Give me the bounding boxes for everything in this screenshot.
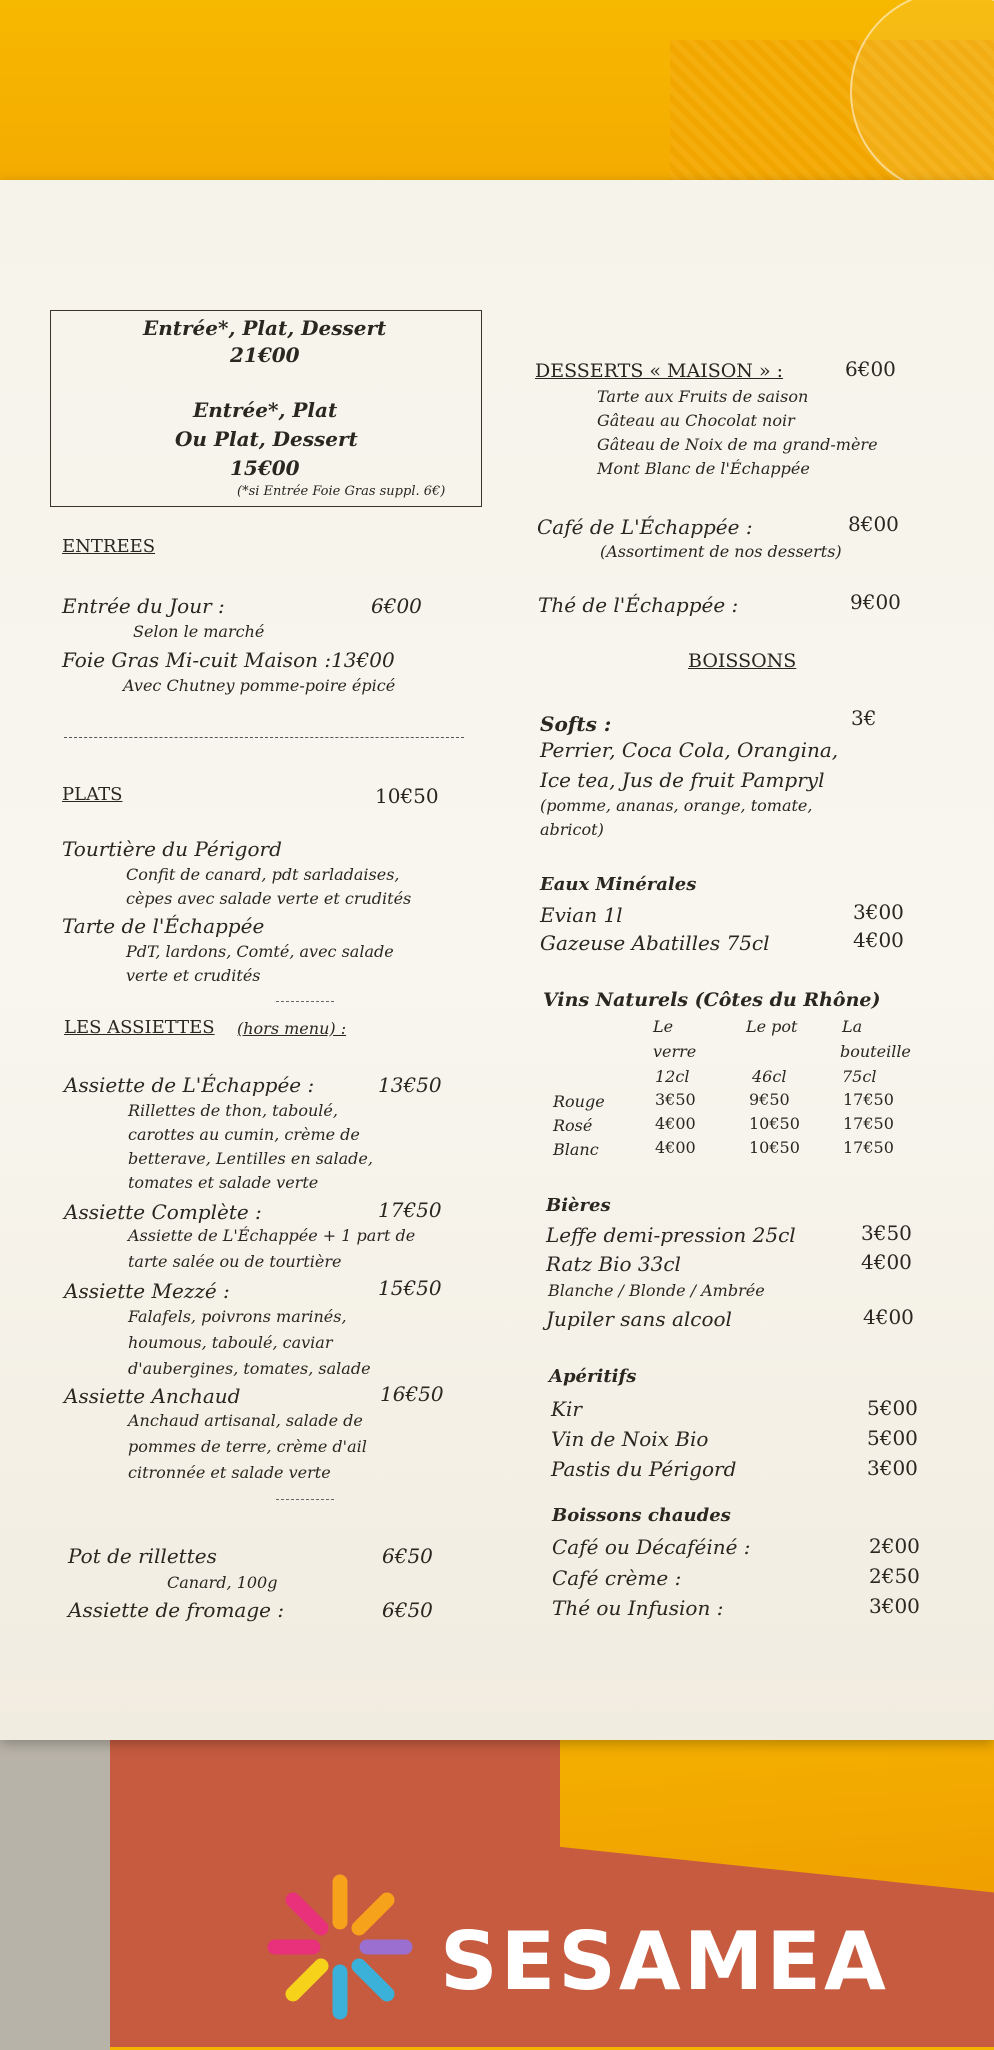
vins-col-header: 75cl	[842, 1067, 877, 1086]
assiette-mezze-desc: Falafels, poivrons marinés,	[128, 1307, 347, 1326]
tourtiere-desc1: Confit de canard, pdt sarladaises,	[126, 865, 400, 884]
the-echappee-price: 9€00	[850, 590, 901, 614]
assiette-mezze-desc: houmous, taboulé, caviar	[128, 1333, 333, 1352]
vins-row-name: Rosé	[553, 1116, 593, 1135]
softs-list: Ice tea, Jus de fruit Pampryl	[540, 768, 825, 792]
assiette-fromage-name: Assiette de fromage :	[68, 1598, 285, 1622]
gazeuse-price: 4€00	[853, 928, 904, 952]
vins-col-header: 12cl	[655, 1067, 690, 1086]
vins-cell: 4€00	[655, 1138, 696, 1157]
assiette-complete-name: Assiette Complète :	[64, 1200, 262, 1224]
assiette-echappee-desc: carottes au cumin, crème de	[128, 1125, 360, 1144]
assiette-anchaud-desc: citronnée et salade verte	[128, 1463, 331, 1482]
pastis-price: 3€00	[867, 1456, 918, 1480]
formula-price2: 15€00	[230, 456, 300, 480]
assiette-anchaud-desc: Anchaud artisanal, salade de	[128, 1411, 363, 1430]
kir-name: Kir	[551, 1397, 582, 1421]
vins-cell: 3€50	[655, 1090, 696, 1109]
pastis-name: Pastis du Périgord	[551, 1457, 737, 1481]
assiettes-title: LES ASSIETTES	[64, 1017, 215, 1038]
vin-noix-price: 5€00	[867, 1426, 918, 1450]
the-infusion-price: 3€00	[869, 1594, 920, 1618]
evian-price: 3€00	[853, 900, 904, 924]
tarte-name: Tarte de l'Échappée	[62, 914, 265, 938]
assiette-echappee-desc: Rillettes de thon, taboulé,	[128, 1101, 338, 1120]
entree-jour-name: Entrée du Jour :	[62, 594, 225, 618]
aperitifs-title: Apéritifs	[549, 1366, 637, 1387]
plats-title: PLATS	[62, 784, 123, 805]
short-divider	[276, 1499, 334, 1500]
gazeuse-name: Gazeuse Abatilles 75cl	[540, 931, 770, 955]
assiette-mezze-desc: d'aubergines, tomates, salade	[128, 1359, 371, 1378]
boissons-title: BOISSONS	[688, 650, 797, 672]
assiette-complete-desc: Assiette de L'Échappée + 1 part de	[128, 1226, 416, 1245]
vins-title: Vins Naturels (Côtes du Rhône)	[543, 989, 881, 1011]
plats-price: 10€50	[375, 784, 439, 808]
vins-cell: 10€50	[749, 1138, 800, 1157]
jupiler-price: 4€00	[863, 1305, 914, 1329]
vin-noix-name: Vin de Noix Bio	[551, 1427, 709, 1451]
vins-cell: 4€00	[655, 1114, 696, 1133]
vins-col-header: Le pot	[746, 1017, 798, 1036]
eaux-title: Eaux Minérales	[540, 874, 697, 895]
cafe-creme-price: 2€50	[869, 1564, 920, 1588]
assiette-echappee-desc: betterave, Lentilles en salade,	[128, 1149, 373, 1168]
cafe-echappee-name: Café de L'Échappée :	[537, 515, 753, 539]
vins-col-header: 46cl	[752, 1067, 787, 1086]
leffe-price: 3€50	[861, 1221, 912, 1245]
vins-col-header: La	[842, 1017, 863, 1036]
formula-price1: 21€00	[230, 343, 300, 367]
brand-name: SESAMEA	[440, 1915, 889, 2008]
entree-jour-price: 6€00	[371, 594, 422, 618]
divider	[64, 737, 464, 738]
vins-row-name: Blanc	[553, 1140, 599, 1159]
formula-note: (*si Entrée Foie Gras suppl. 6€)	[237, 484, 446, 499]
assiette-echappee-desc: tomates et salade verte	[128, 1173, 319, 1192]
formula-line3: Ou Plat, Dessert	[175, 427, 358, 451]
cafe-echappee-price: 8€00	[848, 512, 899, 536]
formula-line2: Entrée*, Plat	[193, 398, 338, 422]
evian-name: Evian 1l	[540, 903, 623, 927]
chaudes-title: Boissons chaudes	[552, 1505, 731, 1526]
desserts-title: DESSERTS « MAISON » :	[535, 360, 784, 382]
dessert-item: Mont Blanc de l'Échappée	[597, 459, 810, 478]
tarte-desc2: verte et crudités	[126, 966, 261, 985]
assiette-mezze-price: 15€50	[378, 1276, 442, 1300]
softs-list: (pomme, ananas, orange, tomate,	[540, 796, 813, 815]
vins-col-header: bouteille	[840, 1042, 911, 1061]
vins-cell: 17€50	[843, 1114, 894, 1133]
entree-jour-desc: Selon le marché	[133, 622, 265, 641]
assiette-echappee-price: 13€50	[378, 1073, 442, 1097]
foie-gras-name: Foie Gras Mi-cuit Maison :13€00	[62, 648, 395, 672]
assiette-mezze-name: Assiette Mezzé :	[64, 1279, 230, 1303]
jupiler-name: Jupiler sans alcool	[546, 1307, 732, 1331]
assiette-anchaud-name: Assiette Anchaud	[64, 1384, 241, 1408]
vins-row-name: Rouge	[553, 1092, 605, 1111]
vins-col-header: verre	[653, 1042, 697, 1061]
desserts-price: 6€00	[845, 357, 896, 381]
cafe-price: 2€00	[869, 1534, 920, 1558]
assiette-anchaud-desc: pommes de terre, crème d'ail	[128, 1437, 367, 1456]
cafe-creme-name: Café crème :	[552, 1566, 682, 1590]
vins-cell: 17€50	[843, 1090, 894, 1109]
vins-cell: 9€50	[749, 1090, 790, 1109]
dessert-item: Gâteau au Chocolat noir	[597, 411, 795, 430]
dessert-item: Gâteau de Noix de ma grand-mère	[597, 435, 878, 454]
assiette-complete-desc: tarte salée ou de tourtière	[128, 1252, 342, 1271]
entrees-title: ENTREES	[62, 536, 156, 557]
vins-cell: 10€50	[749, 1114, 800, 1133]
kir-price: 5€00	[867, 1396, 918, 1420]
ratz-desc: Blanche / Blonde / Ambrée	[548, 1281, 765, 1300]
pot-rillettes-desc: Canard, 100g	[167, 1573, 278, 1592]
floor	[0, 1720, 110, 2050]
sesamea-star-icon	[255, 1862, 425, 2032]
vins-cell: 17€50	[843, 1138, 894, 1157]
softs-list: abricot)	[540, 820, 604, 839]
softs-list: Perrier, Coca Cola, Orangina,	[540, 738, 839, 762]
assiette-complete-price: 17€50	[378, 1198, 442, 1222]
ratz-price: 4€00	[861, 1250, 912, 1274]
short-divider	[276, 1001, 334, 1002]
leffe-name: Leffe demi-pression 25cl	[546, 1223, 796, 1247]
foie-gras-desc: Avec Chutney pomme-poire épicé	[123, 676, 396, 695]
assiette-anchaud-price: 16€50	[380, 1382, 444, 1406]
ratz-name: Ratz Bio 33cl	[546, 1252, 681, 1276]
assiette-echappee-name: Assiette de L'Échappée :	[64, 1073, 315, 1097]
the-infusion-name: Thé ou Infusion :	[552, 1596, 724, 1620]
tarte-desc1: PdT, lardons, Comté, avec salade	[126, 942, 394, 961]
formula-line1: Entrée*, Plat, Dessert	[143, 316, 387, 340]
softs-price: 3€	[851, 706, 877, 730]
pot-rillettes-price: 6€50	[382, 1544, 433, 1568]
assiette-fromage-price: 6€50	[382, 1598, 433, 1622]
cafe-name: Café ou Décaféiné :	[552, 1535, 751, 1559]
vins-col-header: Le	[653, 1017, 674, 1036]
cafe-echappee-desc: (Assortiment de nos desserts)	[600, 542, 842, 561]
the-echappee-name: Thé de l'Échappée :	[538, 593, 739, 617]
assiettes-subtitle: (hors menu) :	[237, 1019, 347, 1038]
tourtiere-desc2: cèpes avec salade verte et crudités	[126, 889, 412, 908]
pot-rillettes-name: Pot de rillettes	[68, 1544, 217, 1568]
bieres-title: Bières	[546, 1195, 611, 1216]
softs-title: Softs :	[540, 712, 612, 736]
tourtiere-name: Tourtière du Périgord	[62, 837, 282, 861]
dessert-item: Tarte aux Fruits de saison	[597, 387, 809, 406]
